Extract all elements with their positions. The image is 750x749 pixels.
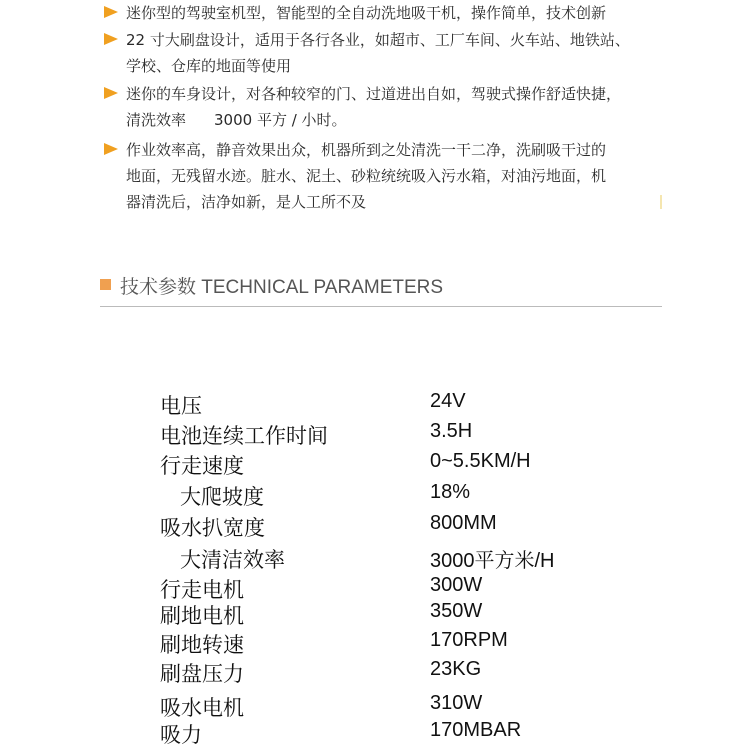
feature-text: 地面，无残留水迹。脏水、泥土、砂粒统统吸入污水箱，对油污地面，机 xyxy=(126,167,607,185)
section-title: 技术参数 TECHNICAL PARAMETERS xyxy=(120,277,444,298)
parameter-row xyxy=(160,544,580,574)
parameter-name: 大爬坡度 xyxy=(180,485,264,509)
parameter-name: 大清洁效率 xyxy=(180,548,285,572)
feature-text: 迷你的车身设计，对各种较窄的门、过道进出自如，驾驶式操作舒适快捷， xyxy=(126,85,622,103)
parameter-value: 800MM xyxy=(430,512,497,534)
parameter-value: 310W xyxy=(430,692,483,714)
feature-efficiency xyxy=(126,107,670,133)
parameter-value: 3000平方米/H xyxy=(430,550,555,572)
parameter-name: 吸力 xyxy=(160,723,202,747)
parameter-row xyxy=(160,450,580,481)
parameter-name: 行走速度 xyxy=(160,454,244,478)
parameter-row xyxy=(160,600,580,629)
parameter-value: 24V xyxy=(430,390,466,412)
parameter-name: 电压 xyxy=(160,394,202,418)
feature-list xyxy=(100,0,670,215)
parameter-name: 电池连续工作时间 xyxy=(160,424,328,448)
decorative-edge xyxy=(660,195,662,209)
parameter-row xyxy=(160,574,580,600)
efficiency-label: 清洗效率 xyxy=(126,111,187,129)
parameter-name: 吸水扒宽度 xyxy=(160,516,265,540)
feature-text: 迷你型的驾驶室机型，智能型的全自动洗地吸干机，操作简单，技术创新 xyxy=(126,4,607,22)
arrow-bullet-icon xyxy=(104,143,118,155)
feature-item xyxy=(100,137,670,215)
parameter-row xyxy=(160,390,580,420)
parameter-row xyxy=(160,658,580,692)
parameter-value: 170RPM xyxy=(430,629,508,651)
parameter-value: 350W xyxy=(430,600,483,622)
parameter-row xyxy=(160,719,580,749)
parameter-value: 0~5.5KM/H xyxy=(430,450,531,472)
arrow-bullet-icon xyxy=(104,6,118,18)
arrow-bullet-icon xyxy=(104,33,118,45)
parameter-name: 行走电机 xyxy=(160,578,244,602)
parameter-row xyxy=(160,512,580,544)
arrow-bullet-icon xyxy=(104,87,118,99)
parameter-name: 刷盘压力 xyxy=(160,662,244,686)
feature-item xyxy=(100,81,670,133)
parameter-row xyxy=(160,420,580,450)
feature-text: 作业效率高，静音效果出众，机器所到之处清洗一干二净，洗刷吸干过的 xyxy=(126,141,607,159)
efficiency-value: 3000 平方 / 小时。 xyxy=(214,111,347,129)
parameter-row xyxy=(160,481,580,512)
parameter-table xyxy=(160,390,580,749)
parameter-name: 刷地转速 xyxy=(160,633,244,657)
parameter-name: 刷地电机 xyxy=(160,604,244,628)
feature-item xyxy=(100,0,670,26)
parameter-value: 300W xyxy=(430,574,483,596)
square-bullet-icon xyxy=(100,279,111,290)
parameter-value: 170MBAR xyxy=(430,719,522,741)
parameter-name: 吸水电机 xyxy=(160,696,244,720)
parameter-row xyxy=(160,629,580,658)
feature-text: 22 寸大刷盘设计，适用于各行各业，如超市、工厂车间、火车站、地铁站、 xyxy=(126,31,630,49)
parameter-row xyxy=(160,692,580,719)
feature-item xyxy=(100,27,670,79)
section-header xyxy=(100,270,662,307)
parameter-value: 18% xyxy=(430,481,471,503)
parameter-value: 23KG xyxy=(430,658,482,680)
feature-text: 学校、仓库的地面等使用 xyxy=(126,57,292,75)
feature-text: 器清洗后，洁净如新，是人工所不及 xyxy=(126,193,367,211)
parameter-value: 3.5H xyxy=(430,420,473,442)
